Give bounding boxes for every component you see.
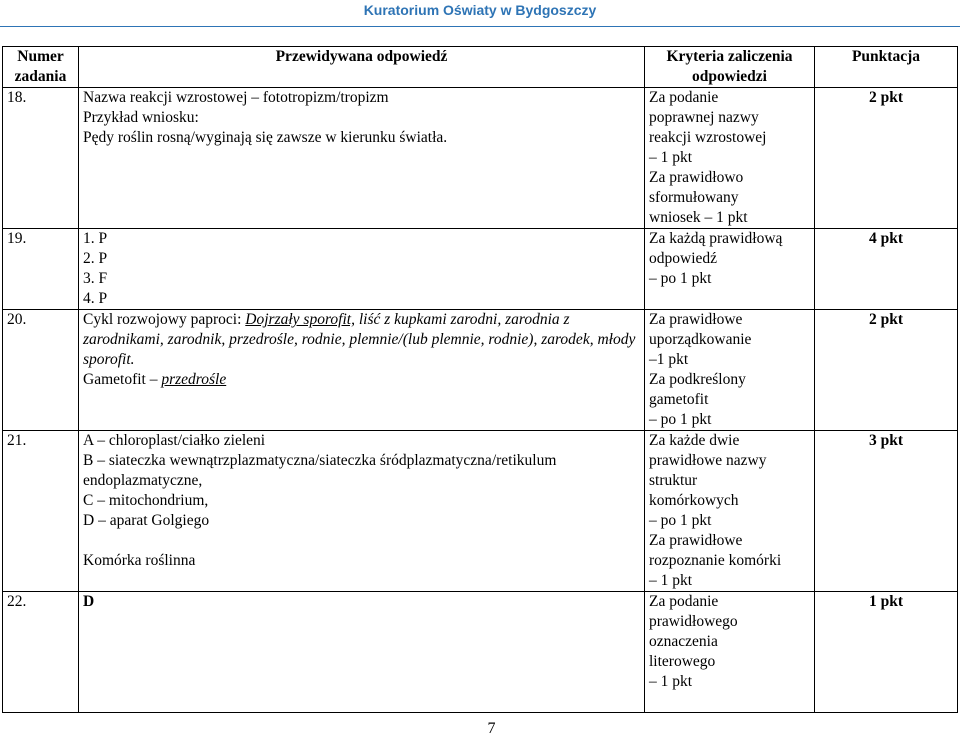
task-number: 18. <box>3 88 79 229</box>
table-header-row <box>3 47 958 88</box>
answer-line <box>83 370 640 390</box>
criteria <box>645 229 815 310</box>
answer-text-underlined: Dojrzały sporofit, <box>245 311 355 328</box>
answer-line: 1. P <box>83 230 108 247</box>
expected-answer <box>79 310 645 431</box>
criteria-line: wniosek – 1 pkt <box>649 209 748 226</box>
criteria-line: Za każde dwie <box>649 432 740 449</box>
points: 2 pkt <box>815 310 958 431</box>
header-title: Kuratorium Oświaty w Bydgoszczy <box>363 2 597 18</box>
criteria-line: – 1 pkt <box>649 673 693 690</box>
criteria-line: Za podkreślony <box>649 371 746 388</box>
task-number: 22. <box>3 592 79 713</box>
criteria-line: struktur <box>649 472 698 489</box>
criteria-line: prawidłowe nazwy <box>649 452 767 469</box>
criteria-line: poprawnej nazwy <box>649 109 759 126</box>
answer-line: Pędy roślin rosną/wyginają się zawsze w kierunku światła. <box>83 129 448 146</box>
answer-line: D <box>83 593 95 610</box>
criteria <box>645 88 815 229</box>
table-row <box>3 310 958 431</box>
points: 4 pkt <box>815 229 958 310</box>
criteria-line: – po 1 pkt <box>649 512 712 529</box>
criteria-line: Za prawidłowe <box>649 532 743 549</box>
header-divider <box>0 26 960 27</box>
task-number: 19. <box>3 229 79 310</box>
answer-line: Przykład wniosku: <box>83 109 199 126</box>
criteria-line: Za prawidłowe <box>649 311 743 328</box>
answer-text-italic: liść z kupkami zarodni, zarodnia z zarodnikami, zarodnik, przedrośle, rodnie, plemnie/(lub plemnie, rodnie), zarodek, młody sporofit. <box>83 311 636 368</box>
answer-line: 4. P <box>83 290 108 307</box>
criteria <box>645 592 815 713</box>
criteria-line: Za prawidłowo <box>649 169 744 186</box>
header-answer: Przewidywana odpowiedź <box>79 47 645 88</box>
criteria-line: komórkowych <box>649 492 739 509</box>
points: 2 pkt <box>815 88 958 229</box>
answer-spacer <box>83 531 640 551</box>
points: 1 pkt <box>815 592 958 713</box>
criteria-line: – po 1 pkt <box>649 411 712 428</box>
answer-line: 3. F <box>83 270 108 287</box>
answer-spacer <box>649 692 810 712</box>
task-number: 20. <box>3 310 79 431</box>
header-criteria: Kryteria zaliczenia odpowiedzi <box>645 47 815 88</box>
criteria-line: – 1 pkt <box>649 149 693 166</box>
criteria-line: oznaczenia <box>649 633 718 650</box>
header-num: Numer zadania <box>3 47 79 88</box>
answer-line: A – chloroplast/ciałko zieleni <box>83 432 266 449</box>
criteria-line: odpowiedź <box>649 250 718 267</box>
criteria-line: –1 pkt <box>649 351 689 368</box>
criteria-line: Za każdą prawidłową <box>649 230 783 247</box>
answer-text-underlined: przedrośle <box>161 371 227 388</box>
answer-paragraph <box>83 310 640 370</box>
criteria-line: Za podanie <box>649 89 719 106</box>
answer-line: endoplazmatyczne, <box>83 472 203 489</box>
criteria-line: prawidłowego <box>649 613 738 630</box>
table-row <box>3 229 958 310</box>
answer-line: D – aparat Golgiego <box>83 512 210 529</box>
criteria <box>645 310 815 431</box>
criteria-line: sformułowany <box>649 189 739 206</box>
page-number: 7 <box>487 720 496 737</box>
criteria-line: – 1 pkt <box>649 572 693 589</box>
criteria-line: literowego <box>649 653 716 670</box>
task-number: 21. <box>3 431 79 592</box>
answer-line: 2. P <box>83 250 108 267</box>
answer-text: Cykl rozwojowy paproci: <box>83 311 246 328</box>
expected-answer <box>79 431 645 592</box>
answer-line: C – mitochondrium, <box>83 492 209 509</box>
expected-answer <box>79 88 645 229</box>
expected-answer <box>79 592 645 713</box>
answer-line: B – siateczka wewnątrzplazmatyczna/siateczka śródplazmatyczna/retikulum <box>83 452 557 469</box>
table-row <box>3 88 958 229</box>
criteria-line: reakcji wzrostowej <box>649 129 767 146</box>
expected-answer <box>79 229 645 310</box>
criteria <box>645 431 815 592</box>
points: 3 pkt <box>815 431 958 592</box>
criteria-line: – po 1 pkt <box>649 270 712 287</box>
header-points: Punktacja <box>815 47 958 88</box>
criteria-line: Za podanie <box>649 593 719 610</box>
criteria-line: gametofit <box>649 391 709 408</box>
table-row <box>3 592 958 713</box>
criteria-line: uporządkowanie <box>649 331 752 348</box>
answer-line: Komórka roślinna <box>83 552 196 569</box>
answer-spacer <box>83 390 640 410</box>
table-row <box>3 431 958 592</box>
answer-key-table <box>2 46 958 713</box>
answer-line: Nazwa reakcji wzrostowej – fototropizm/tropizm <box>83 89 389 106</box>
answer-text: Gametofit – <box>83 371 162 388</box>
criteria-line: rozpoznanie komórki <box>649 552 782 569</box>
